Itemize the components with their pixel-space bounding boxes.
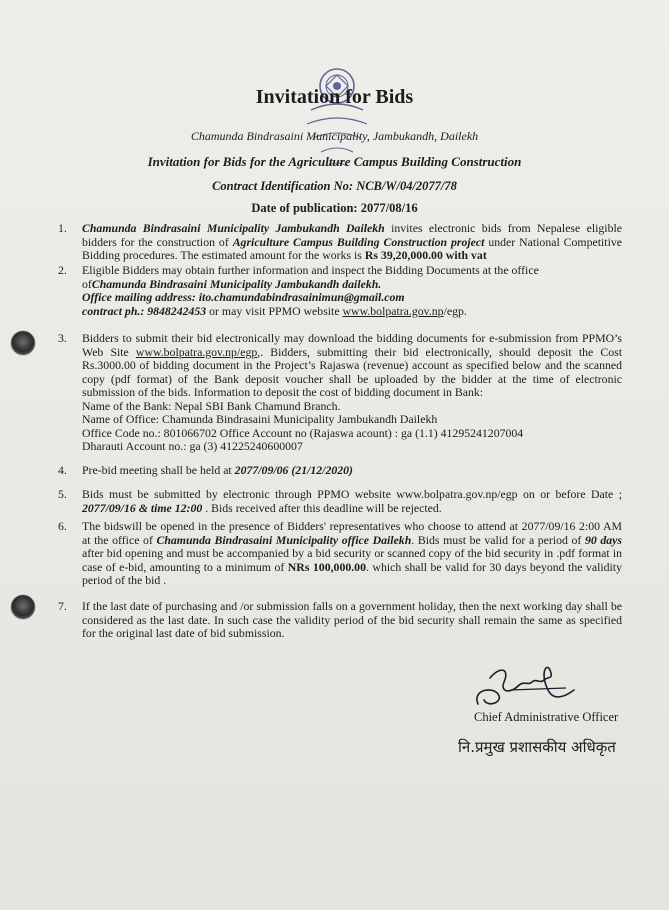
list-item-3 [58,331,622,454]
list-item-2 [58,263,622,318]
item-text: after bid opening and must be accompanied by a bid security or scanned copy of the bid security in .pdf format in case of e-bid, amounting to a minimum of [82,546,622,574]
office-line [82,278,622,292]
item-text: If the last date of purchasing and /or submission falls on a government holiday, then the next working day shall be considered as the last date. In such case the validity period of the bid security shall remain the same as specified for the original last date of bid submission. [82,599,622,640]
item-text: of [82,276,92,291]
office-code-account: Office Code no.: 801066702 Office Account no (Rajaswa acount) : ga (1.1) 41295241207004 [82,425,524,440]
list-item-4 [58,463,622,478]
item-text: . Bids must be valid for a period of [411,532,585,547]
item-number: 4. [58,463,67,477]
office-name: Chamunda Bindrasaini Municipality Jambukandh dailekh. [91,276,382,291]
item-number: 5. [58,487,67,501]
handwritten-signature [470,660,580,712]
submission-deadline: 2077/09/16 & time 12:00 [82,500,203,515]
item-text: Pre-bid meeting shall be held at [82,463,235,477]
item-text: Eligible Bidders may obtain further information and inspect the Bidding Documents at the office [82,263,539,277]
page-title: Invitation for Bids [255,86,414,108]
item-number: 2. [58,263,67,277]
item-text: . Bids received after this deadline will be rejected. [202,500,442,515]
item-text: . which shall be valid for 30 days beyond the validity period of the bid . [82,559,622,587]
item-text: invites electronic bids from Nepalese eligible bidders for the construction of [82,221,622,249]
punch-hole-top [10,330,36,356]
issuer-subtitle: Chamunda Bindrasaini Municipality, Jambukandh, Dailekh [190,129,479,143]
egp-website-link[interactable]: www.bolpatra.gov.np/egp [135,344,258,359]
bid-security-amount: NRs 100,000.00 [287,559,366,574]
opening-office: Chamunda Bindrasaini Municipality office Dailekh [156,532,412,547]
publication-date: Date of publication: 2077/08/16 [251,201,418,215]
item-number: 6. [58,519,67,533]
office-name-line: Name of Office: Chamunda Bindrasaini Municipality Jambukandh Dailekh [82,412,438,426]
pre-bid-date: 2077/09/06 (21/12/2020) [234,463,353,477]
list-item-7 [58,599,622,641]
item-text: ,. Bidders, submitting their bid electronically, should deposit the Cost Rs.3000.00 of bidding document in the Project’s Rajaswa (revenue) account as specified below and the scanned copy (pdf format) of the Bank deposit voucher shall be uploaded by the bidder at the time of electronic submission of the bids. Information to deposit the cost of bidding document in Bank: [82,344,622,399]
list-item-1 [58,221,622,263]
punch-hole-bottom [10,594,36,620]
contact-line [82,305,622,319]
office-mailing-address: Office mailing address: ito.chamundabindrasainimun@gmail.com [82,290,405,304]
validity-days: 90 days [584,532,622,547]
dharauti-account: Dharauti Account no.: ga (3) 41225240600007 [82,439,303,453]
item-text: /egp. [443,303,467,318]
list-item-5 [58,487,622,515]
item-text: Bidders to submit their bid electronically may download the bidding documents for e-submission from PPMO’s Web Site [82,331,622,359]
item-text: The bidswill be opened in the presence of Bidders' representatives who choose to attend at 2077/09/16 2:00 AM at the office of [82,519,622,547]
project-name: Agriculture Campus Building Construction project [232,234,485,249]
item-number: 3. [58,331,67,345]
item-number: 1. [58,221,67,235]
ppmo-website-link[interactable]: www.bolpatra.gov.np [342,303,444,318]
contract-identification: Contract Identification No: NCB/W/04/2077/78 [212,179,457,193]
bank-name: Name of the Bank: Nepal SBI Bank Chamund Branch. [82,398,341,413]
item-number: 7. [58,599,67,613]
signatory-title: Chief Administrative Officer [474,710,619,724]
item-text: or may visit PPMO website [206,303,343,318]
contract-phone: contract ph.: 9848242453 [82,303,207,318]
signatory-title-nepali: नि.प्रमुख प्रशासकीय अधिकृत [458,738,616,756]
item-text: under National Competitive Bidding procedures. The estimated amount for the works is [82,234,622,262]
municipality-name: Chamunda Bindrasaini Municipality Jambukandh Dailekh [82,221,385,235]
invitation-heading: Invitation for Bids for the Agriculture Campus Building Construction [147,154,522,169]
estimated-amount: Rs 39,20,000.00 with vat [364,248,487,262]
item-text: Bids must be submitted by electronic through PPMO website www.bolpatra.gov.np/egp on or before Date ; [82,487,622,501]
list-item-6 [58,519,622,588]
